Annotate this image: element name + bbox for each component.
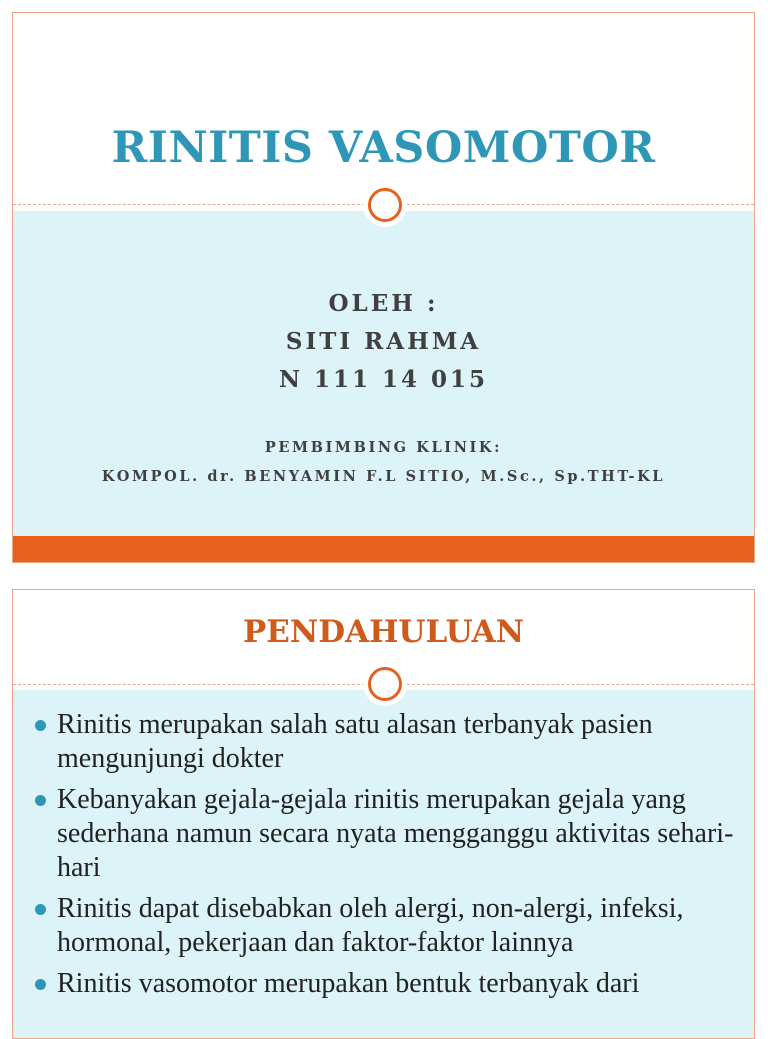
ring-icon [363,183,407,227]
bullet-text: Rinitis dapat disebabkan oleh alergi, non-alergi, infeksi, hormonal, pekerjaan dan faktor-faktor lainnya [57,893,684,958]
presenter-name: SITI RAHMA [285,328,482,355]
list-item [33,708,738,776]
supervisor-block [13,433,754,491]
bullet-text: Rinitis merupakan salah satu alasan terbanyak pasien mengunjungi dokter [57,709,653,774]
list-item [33,892,738,960]
bullet-dot-icon [35,795,46,806]
content-slide [12,589,755,1039]
section-title: PENDAHULUAN [242,614,525,650]
presentation-title: RINITIS VASOMOTOR [111,123,656,173]
list-item [33,967,738,1001]
title-area [13,13,754,205]
ring-icon [363,662,407,706]
supervisor-name: KOMPOL. dr. BENYAMIN F.L SITIO, M.Sc., Sp.THT-KL [101,468,666,485]
presenter-label: OLEH : [328,290,439,317]
presenter-block [13,285,754,399]
list-item [33,783,738,885]
bullet-text: Rinitis vasomotor merupakan bentuk terbanyak dari [57,968,640,999]
bullet-dot-icon [35,904,46,915]
supervisor-label: PEMBIMBING KLINIK: [264,439,503,456]
footer-accent-bar [13,536,754,563]
bullet-list [33,708,738,1008]
bullet-dot-icon [35,979,46,990]
title-slide [12,12,755,563]
bullet-dot-icon [35,720,46,731]
bullet-text: Kebanyakan gejala-gejala rinitis merupakan gejala yang sederhana namun secara nyata mengganggu aktivitas sehari-hari [57,784,734,883]
presenter-id: N 111 14 015 [278,366,489,393]
